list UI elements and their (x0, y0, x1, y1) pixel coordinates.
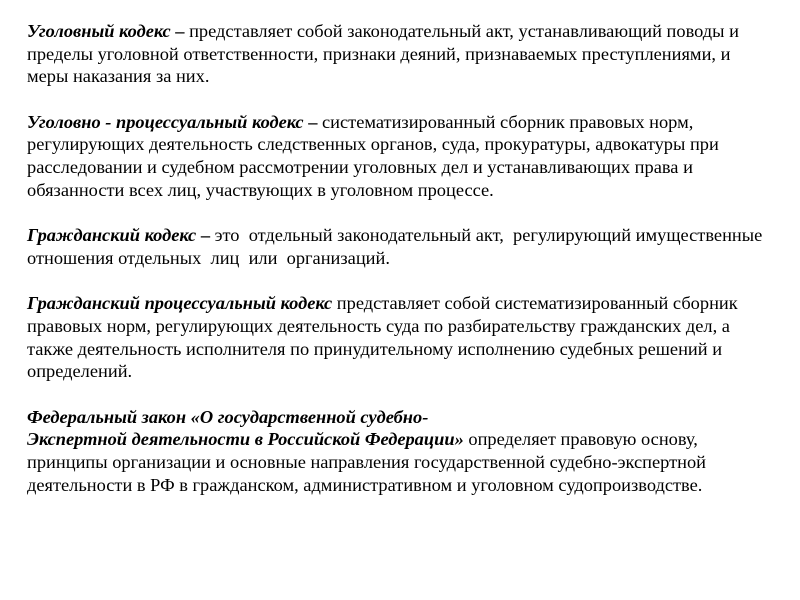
term-separator: – (196, 225, 215, 246)
definition-civil-procedure-code: представляет собой систематизированный сборник правовых норм, регулирующих деятельность суда по разбирательству гражданских дел, а также деятельность исполнителя по принудительному исполнению судебных решений и определений. (27, 293, 738, 382)
paragraph-criminal-code (27, 20, 775, 88)
paragraph-criminal-procedure-code (27, 111, 775, 201)
term-civil-procedure-code: Гражданский процессуальный кодекс (27, 293, 333, 314)
paragraph-civil-procedure-code (27, 292, 775, 382)
term-civil-code: Гражданский кодекс (27, 225, 197, 246)
definition-criminal-code: представляет собой законодательный акт, устанавливающий поводы и пределы уголовной ответственности, признаки деяний, признаваемых преступлениями, и меры наказания за них. (27, 21, 739, 87)
term-criminal-procedure-code: Уголовно - процессуальный кодекс (27, 111, 304, 132)
paragraph-forensic-law (27, 406, 775, 496)
paragraph-civil-code (27, 224, 775, 269)
definition-forensic-law: определяет правовую основу, принципы организации и основные направления государственной судебно-экспертной деятельности в РФ в гражданском, административном и уголовном судопроизводстве. (27, 429, 707, 495)
document-body (27, 20, 775, 519)
definition-civil-code: это отдельный законодательный акт, регулирующий имущественные отношения отдельных лиц или организаций. (27, 225, 772, 268)
term-separator: – (303, 111, 322, 132)
term-separator: – (170, 21, 190, 41)
term-forensic-law-line2: Экспертной деятельности в Российской Федерации» (27, 429, 464, 450)
definition-criminal-procedure-code: систематизированный сборник правовых норм, регулирующих деятельность следственных органов, суда, прокуратуры, адвокатуры при расследовании и судебном рассмотрении уголовных дел и устанавливающих права и обязанности всех лиц, участвующих в уголовном процессе. (27, 111, 719, 200)
term-forensic-law-line1: Федеральный закон «О государственной судебно- (27, 406, 429, 427)
term-criminal-code: Уголовный кодекс (27, 21, 171, 41)
